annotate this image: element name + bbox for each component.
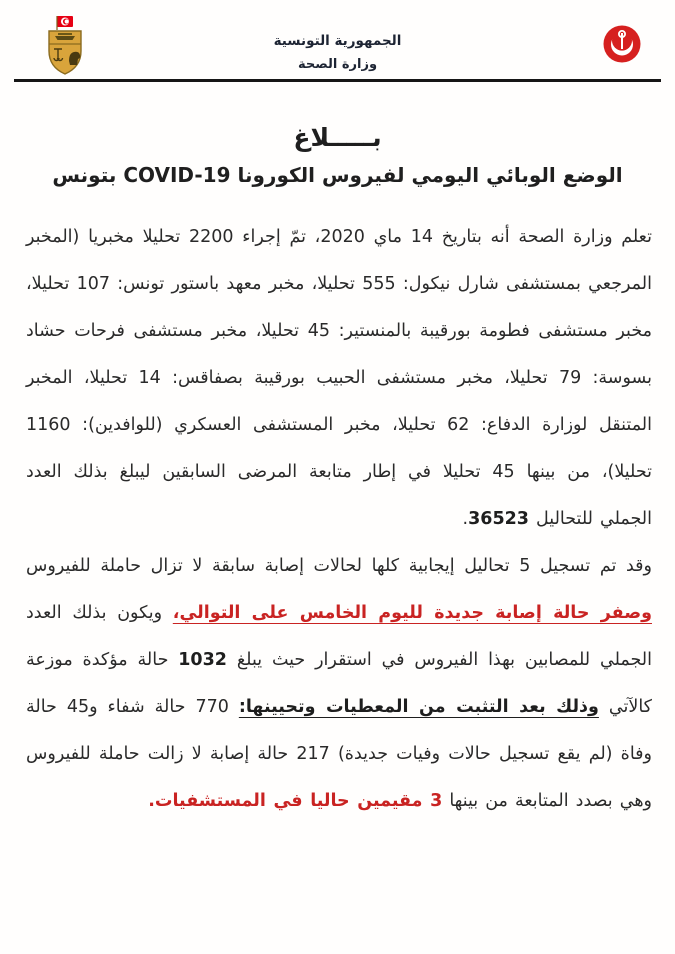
hospitalized-highlight: 3 مقيمين حاليا في المستشفيات. <box>148 791 443 811</box>
data-verification-highlight: وذلك بعد التثبت من المعطيات وتحيينها: <box>238 697 599 717</box>
paragraph-tests-period: . <box>462 509 469 529</box>
paragraph-cases <box>26 543 652 825</box>
communique-subtitle: الوضع الوبائي اليومي لفيروس الكورونا COVID-19 بتونس <box>52 163 623 187</box>
paragraph-cases-after-total: حالة مؤكدة موزعة كالآتي <box>26 650 652 717</box>
republic-name: الجمهورية التونسية <box>273 33 402 49</box>
communique-body <box>26 214 652 825</box>
ministry-name: وزارة الصحة <box>297 57 378 72</box>
confirmed-cases-value: 1032 <box>178 650 227 670</box>
letterhead-text <box>0 33 675 72</box>
zero-new-cases-highlight: وصفر حالة إصابة جديدة لليوم الخامس على التوالي، <box>172 603 652 623</box>
communique-title: بـــــلاغ <box>293 123 382 152</box>
paragraph-tests <box>26 214 652 543</box>
total-tests-value: 36523 <box>468 509 529 529</box>
letterhead <box>0 0 675 83</box>
paragraph-tests-text: تعلم وزارة الصحة أنه بتاريخ 14 ماي 2020، تمّ إجراء 2200 تحليلا مخبريا (المخبر المرجعي بمستشفى شارل نيكول: 555 تحليلا، مخبر معهد باستور تونس: 107 تحليلا، مخبر مستشفى فطومة بورقيبة بالمنستير: 45 تحليلا، مخبر مستشفى فرحات حشاد بسوسة: 79 تحليلا، مخبر مستشفى الحبيب بورقيبة بصفاقس: 14 تحليلا، المخبر المتنقل لوزارة الدفاع: 62 تحليلا، مخبر المستشفى العسكري (للوافدين): 1160 تحليلا)، من بينها 45 تحليلا في إطار متابعة المرضى السابقين ليبلغ بذلك العدد الجملي للتحاليل <box>26 227 653 529</box>
health-ministry-logo-icon <box>602 24 642 64</box>
paragraph-cases-middle: ويكون بذلك العدد الجملي للمصابين بهذا الفيروس في استقرار حيث يبلغ <box>26 603 652 670</box>
paragraph-cases-breakdown: 770 حالة شفاء و45 حالة وفاة (لم يقع تسجيل حالات وفيات جديدة) 217 حالة إصابة لا زالت حاملة للفيروس وهي بصدد المتابعة من بينها <box>26 697 652 811</box>
paragraph-cases-intro: وقد تم تسجيل 5 تحاليل إيجابية كلها لحالات إصابة سابقة لا تزال حاملة للفيروس <box>26 556 652 576</box>
header-divider <box>14 79 661 82</box>
